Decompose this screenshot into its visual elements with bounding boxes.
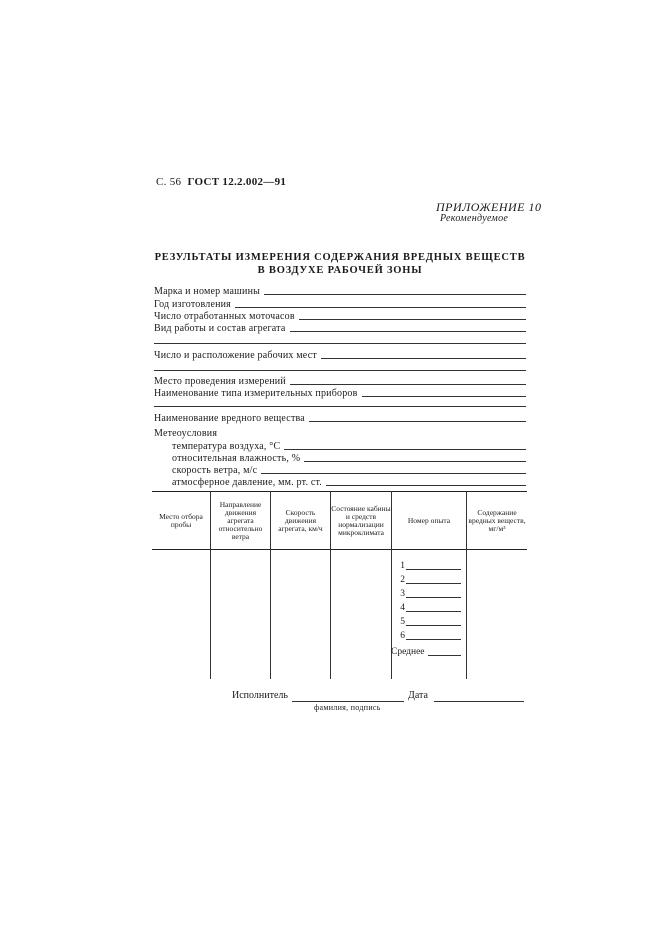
field-temperature-line[interactable] xyxy=(284,449,526,450)
standard-code: ГОСТ 12.2.002—91 xyxy=(187,176,287,188)
column-header-speed: Скорость движения агрегата, км/ч xyxy=(278,508,323,533)
field-instruments-label: Наименование типа измерительных приборов xyxy=(154,388,358,399)
column-header-cabin-state: Состояние кабины и средств нормализации микроклимата xyxy=(331,504,391,537)
field-hours-label: Число отработанных моточасов xyxy=(154,311,295,322)
field-place-label: Место проведения измерений xyxy=(154,376,286,387)
run-row xyxy=(391,629,465,641)
run-value-line[interactable] xyxy=(406,611,461,612)
field-work-type-label: Вид работы и состав агрегата xyxy=(154,323,286,334)
field-wind-line[interactable] xyxy=(261,473,526,474)
run-number: 1 xyxy=(400,561,405,571)
run-row xyxy=(391,601,465,613)
appendix-status: Рекомендуемое xyxy=(440,213,509,224)
run-value-line[interactable] xyxy=(406,569,461,570)
column-header-concentration: Содержание вредных веществ, мг/м³ xyxy=(468,508,526,533)
field-year-label: Год изготовления xyxy=(154,299,231,310)
column-header-sample-place: Место отбора пробы xyxy=(159,512,203,529)
run-value-line[interactable] xyxy=(406,597,461,598)
run-row xyxy=(391,587,465,599)
run-average-line[interactable] xyxy=(428,655,461,656)
run-value-line[interactable] xyxy=(406,625,461,626)
field-pressure-line[interactable] xyxy=(326,485,526,486)
field-workplaces-extra-line[interactable] xyxy=(154,370,526,371)
doc-title-line1: РЕЗУЛЬТАТЫ ИЗМЕРЕНИЯ СОДЕРЖАНИЯ ВРЕДНЫХ ВЕЩЕСТВ xyxy=(154,252,526,263)
field-work-type-line[interactable] xyxy=(290,331,526,332)
signature-note: фамилия, подпись xyxy=(314,703,381,712)
appendix-title: ПРИЛОЖЕНИЕ 10 xyxy=(436,200,542,214)
run-row xyxy=(391,573,465,585)
results-table xyxy=(152,491,527,679)
field-meteo xyxy=(154,426,526,439)
date-label: Дата xyxy=(408,690,428,701)
table-header-border xyxy=(152,549,527,550)
run-value-line[interactable] xyxy=(406,583,461,584)
field-workplaces-line[interactable] xyxy=(321,358,526,359)
field-workplaces-label: Число и расположение рабочих мест xyxy=(154,350,317,361)
field-substance-line[interactable] xyxy=(309,421,526,422)
column-header-run-number: Номер опыта xyxy=(407,516,451,525)
run-number: 6 xyxy=(400,631,405,641)
field-meteo-label: Метеоусловия xyxy=(154,428,218,439)
executor-label: Исполнитель xyxy=(232,690,288,701)
field-machine-line[interactable] xyxy=(264,294,526,295)
run-number: 2 xyxy=(400,575,405,585)
page-header xyxy=(156,176,286,188)
field-substance xyxy=(154,411,526,424)
page-number: С. 56 xyxy=(156,176,182,188)
run-value-line[interactable] xyxy=(406,639,461,640)
field-substance-label: Наименование вредного вещества xyxy=(154,413,305,424)
run-average-label: Среднее xyxy=(391,647,425,657)
field-machine xyxy=(154,284,526,297)
column-header-direction: Направление движения агрегата относительно ветра xyxy=(218,500,263,541)
field-work-type xyxy=(154,321,526,334)
run-row xyxy=(391,559,465,571)
run-number: 5 xyxy=(400,617,405,627)
field-wind-label: скорость ветра, м/с xyxy=(172,465,258,476)
field-hours-line[interactable] xyxy=(299,319,526,320)
field-humidity-line[interactable] xyxy=(304,461,526,462)
field-instruments-line[interactable] xyxy=(362,396,526,397)
field-machine-label: Марка и номер машины xyxy=(154,286,261,297)
executor-signature-line[interactable] xyxy=(292,701,404,702)
field-humidity-label: относительная влажность, % xyxy=(172,453,301,464)
field-instruments xyxy=(154,386,526,399)
table-top-border xyxy=(152,491,527,492)
run-number: 3 xyxy=(400,589,405,599)
date-line[interactable] xyxy=(434,701,524,702)
doc-title-line2: В ВОЗДУХЕ РАБОЧЕЙ ЗОНЫ xyxy=(257,265,423,276)
field-work-type-extra-line[interactable] xyxy=(154,343,526,344)
field-workplaces xyxy=(154,348,526,361)
field-place-line[interactable] xyxy=(290,384,526,385)
field-pressure-label: атмосферное давление, мм. рт. ст. xyxy=(172,477,323,488)
field-year-line[interactable] xyxy=(235,307,526,308)
run-row xyxy=(391,615,465,627)
run-average-row xyxy=(391,645,465,657)
field-instruments-extra-line[interactable] xyxy=(154,406,526,407)
field-pressure xyxy=(172,475,526,488)
run-number: 4 xyxy=(400,603,405,613)
field-temperature-label: температура воздуха, °С xyxy=(172,441,281,452)
